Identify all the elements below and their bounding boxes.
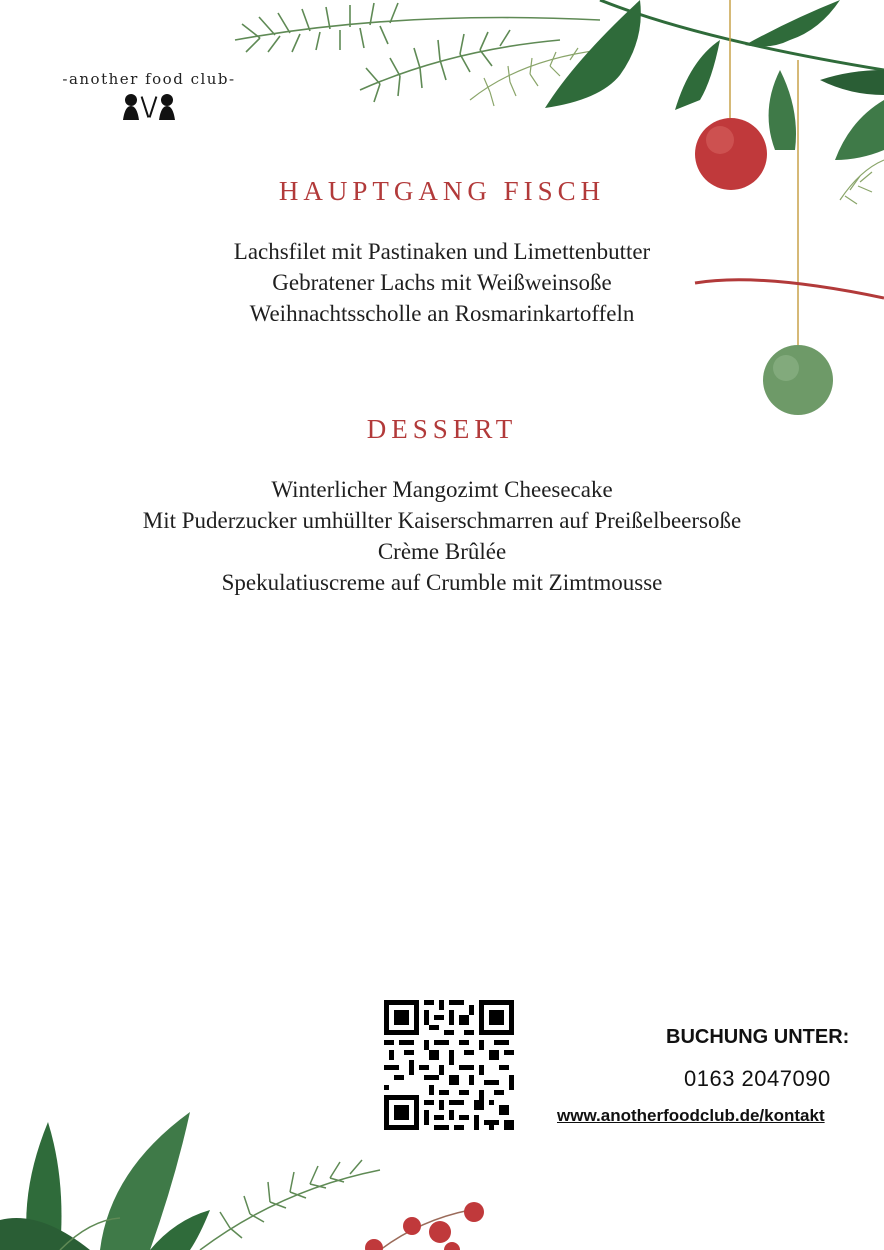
- menu-item: Spekulatiuscreme auf Crumble mit Zimtmousse: [221, 570, 663, 595]
- booking-phone[interactable]: 0163 2047090: [684, 1066, 831, 1091]
- main-course-list: [0, 236, 884, 329]
- menu-item: Lachsfilet mit Pastinaken und Limettenbutter: [233, 239, 651, 264]
- logo-text: -another food club-: [62, 70, 236, 88]
- silhouettes-fork-knife-icon: [119, 92, 179, 120]
- brand-logo: [44, 70, 254, 120]
- holly-leaves-bottom: [0, 1112, 210, 1250]
- main-course-title: HAUPTGANG FISCH: [278, 176, 606, 206]
- red-berries: [365, 1202, 484, 1250]
- dessert-title: DESSERT: [366, 414, 518, 444]
- menu-item: Gebratener Lachs mit Weißweinsoße: [272, 270, 612, 295]
- pine-branch-top: [235, 3, 600, 102]
- dessert-list: [0, 474, 884, 598]
- top-holly-decoration: [0, 0, 884, 430]
- green-ornament: [763, 345, 833, 415]
- bottom-holly-decoration: [0, 1100, 520, 1250]
- booking-label: BUCHUNG UNTER:: [666, 1026, 850, 1048]
- menu-item: Weihnachtsscholle an Rosmarinkartoffeln: [249, 301, 635, 326]
- booking-url-link[interactable]: www.anotherfoodclub.de/kontakt: [557, 1106, 825, 1125]
- menu-item: Crème Brûlée: [377, 539, 507, 564]
- menu-item: Mit Puderzucker umhüllter Kaiserschmarren auf Preißelbeersoße: [142, 508, 742, 533]
- menu-item: Winterlicher Mangozimt Cheesecake: [271, 477, 613, 502]
